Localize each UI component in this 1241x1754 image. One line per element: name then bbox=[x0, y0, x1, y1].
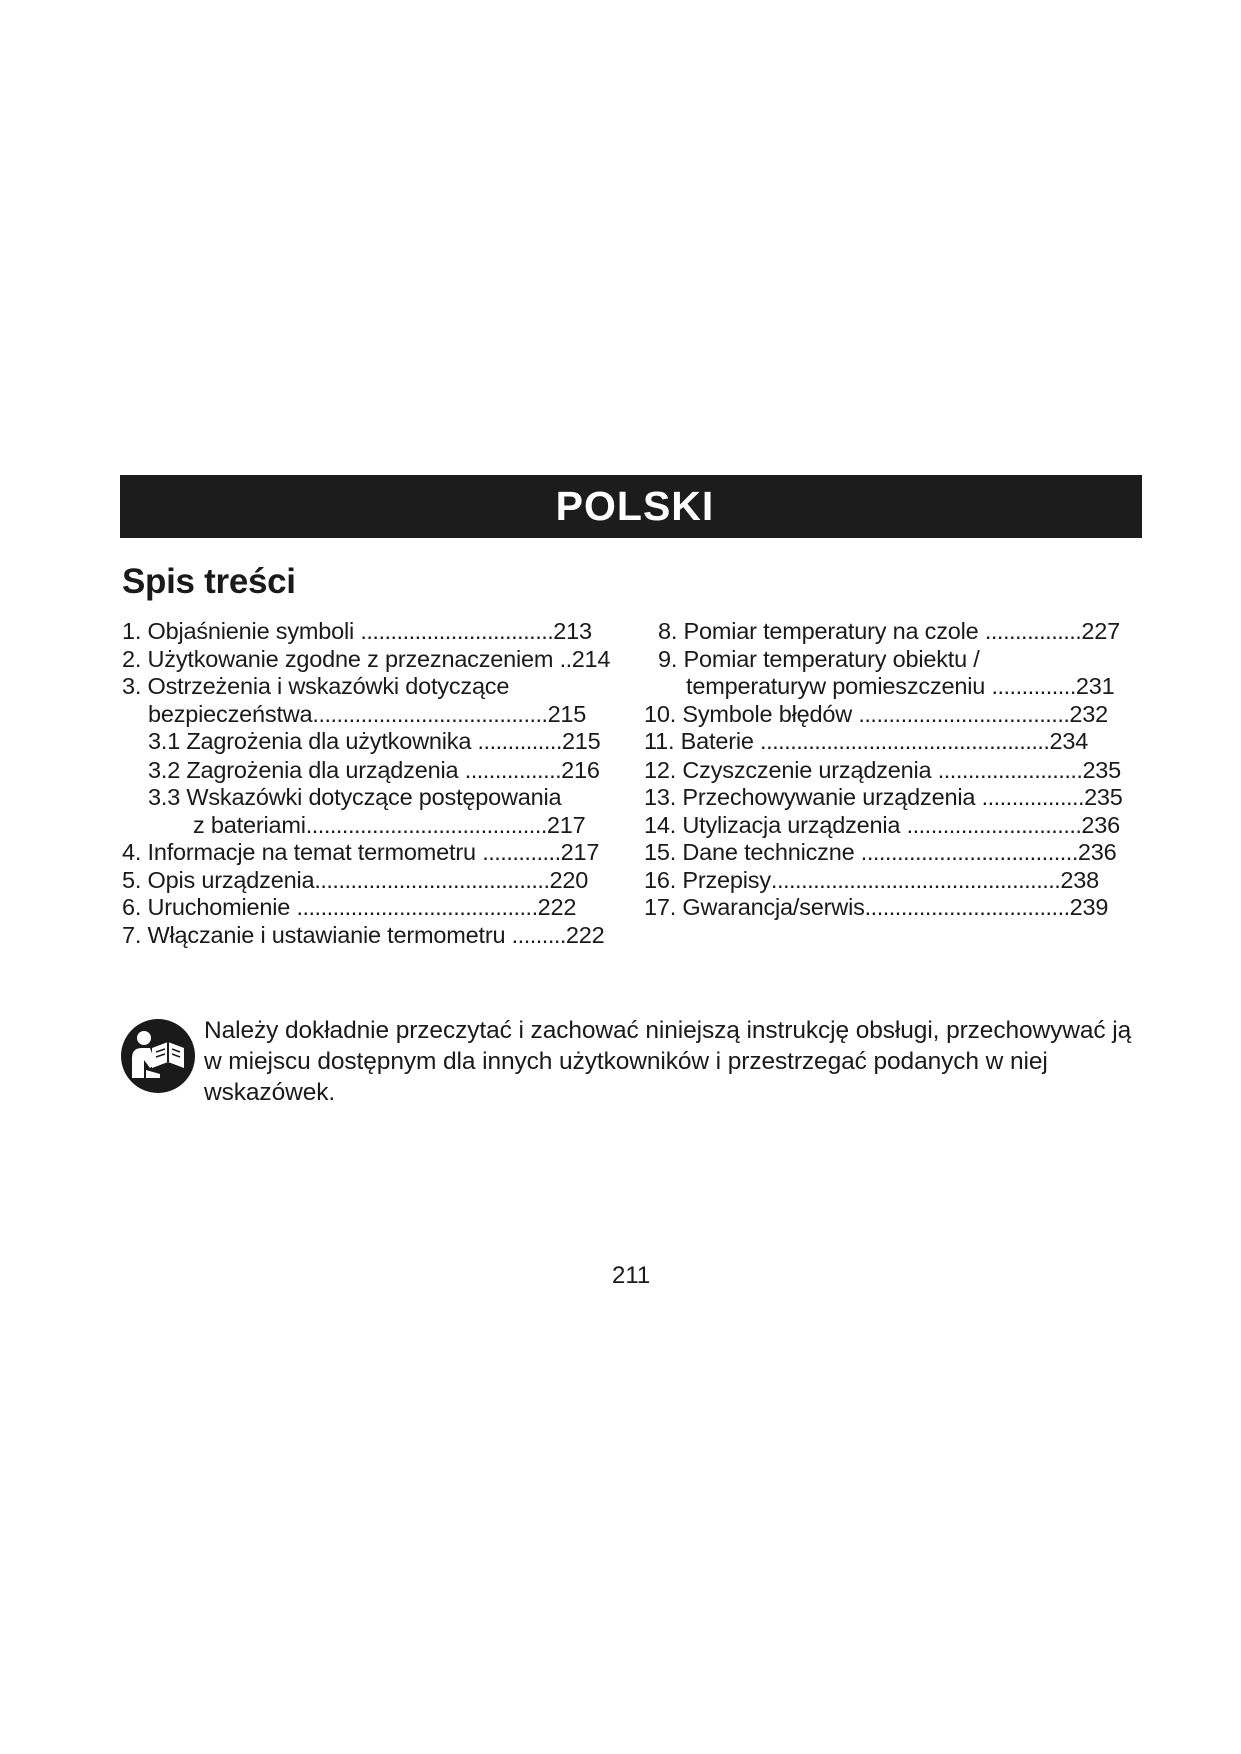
toc-leader-dots: ................ bbox=[984, 618, 1082, 644]
toc-entry[interactable] bbox=[148, 700, 586, 728]
toc-leader-dots: ........................ bbox=[937, 757, 1083, 783]
toc-leader-dots: ................................................ bbox=[760, 728, 1050, 754]
toc-entry-label: 7. Włączanie i ustawianie termometru bbox=[122, 922, 512, 948]
toc-leader-dots: ................ bbox=[464, 757, 562, 783]
toc-leader-dots: ........................................ bbox=[305, 812, 547, 838]
toc-page-number: 222 bbox=[565, 922, 605, 948]
toc-leader-dots: ................. bbox=[981, 784, 1085, 810]
toc-leader-dots: .................................. bbox=[864, 894, 1070, 920]
toc-entry-label: 8. Pomiar temperatury na czole bbox=[658, 618, 985, 644]
read-manual-icon bbox=[120, 1018, 196, 1094]
toc-page-number: 216 bbox=[561, 757, 600, 783]
toc-entry[interactable] bbox=[193, 811, 586, 839]
toc-entry-label: 10. Symbole błędów bbox=[644, 701, 859, 727]
toc-entry-label: 13. Przechowywanie urządzenia bbox=[644, 784, 982, 810]
toc-page-number: 215 bbox=[547, 701, 587, 727]
toc-page-number: 220 bbox=[549, 867, 589, 893]
toc-leader-dots: .................................... bbox=[860, 839, 1078, 865]
toc-entry[interactable] bbox=[658, 617, 1120, 645]
toc-page-number: 213 bbox=[553, 618, 592, 644]
toc-entry[interactable] bbox=[122, 838, 599, 866]
toc-entry-label: 3.3 Wskazówki dotyczące postępowania bbox=[148, 784, 562, 810]
toc-page-number: 231 bbox=[1075, 673, 1115, 699]
toc-entry[interactable] bbox=[644, 783, 1123, 811]
toc-entry[interactable] bbox=[644, 756, 1121, 784]
toc-entry[interactable] bbox=[122, 866, 588, 894]
toc-page-number: 222 bbox=[537, 894, 577, 920]
toc-entry[interactable] bbox=[122, 893, 576, 921]
toc-leader-dots: ............. bbox=[482, 839, 561, 865]
toc-leader-dots: ....................................... bbox=[312, 701, 548, 727]
toc-entry-label: 15. Dane techniczne bbox=[644, 839, 861, 865]
toc-page-number: 236 bbox=[1081, 812, 1121, 838]
toc-page-number: 235 bbox=[1084, 784, 1123, 810]
toc-page-number: 214 bbox=[571, 646, 611, 672]
toc-entry-label: 17. Gwarancja/serwis bbox=[644, 894, 865, 920]
toc-entry-label: z bateriami bbox=[193, 812, 306, 838]
toc-entry-label: 12. Czyszczenie urządzenia bbox=[644, 757, 938, 783]
toc-page-number: 217 bbox=[546, 812, 586, 838]
toc-page-number: 217 bbox=[560, 839, 600, 865]
toc-page-number: 236 bbox=[1077, 839, 1117, 865]
toc-leader-dots: .. bbox=[559, 646, 572, 672]
toc-leader-dots: .............. bbox=[477, 728, 562, 754]
section-banner bbox=[120, 475, 1142, 538]
toc-page-number: 227 bbox=[1081, 618, 1120, 644]
toc-entry-label: 3.1 Zagrożenia dla użytkownika bbox=[148, 728, 478, 754]
toc-entry[interactable] bbox=[122, 921, 605, 949]
toc-heading: Spis treści bbox=[122, 562, 296, 601]
toc-page-number: 215 bbox=[561, 728, 601, 754]
toc-entry[interactable] bbox=[644, 866, 1099, 894]
toc-entry-label: bezpieczeństwa bbox=[148, 701, 313, 727]
toc-entry[interactable] bbox=[644, 727, 1088, 755]
toc-entry[interactable] bbox=[658, 645, 980, 673]
toc-entry[interactable] bbox=[644, 838, 1116, 866]
toc-leader-dots: ................................................ bbox=[770, 867, 1061, 893]
toc-entry-label: 2. Użytkowanie zgodne z przeznaczeniem bbox=[122, 646, 560, 672]
toc-leader-dots: ............................. bbox=[906, 812, 1082, 838]
toc-entry[interactable] bbox=[148, 783, 561, 811]
toc-leader-dots: ................................... bbox=[858, 701, 1070, 727]
toc-entry[interactable] bbox=[148, 756, 600, 784]
toc-page-number: 234 bbox=[1049, 728, 1089, 754]
toc-entry[interactable] bbox=[644, 811, 1120, 839]
toc-entry[interactable] bbox=[148, 727, 601, 755]
toc-entry-label: 3. Ostrzeżenia i wskazówki dotyczące bbox=[122, 673, 510, 699]
toc-page-number: 235 bbox=[1082, 757, 1122, 783]
toc-entry[interactable] bbox=[644, 700, 1108, 728]
toc-entry-label: 5. Opis urządzenia bbox=[122, 867, 315, 893]
toc-entry-label: 1. Objaśnienie symboli bbox=[122, 618, 361, 644]
toc-entry[interactable] bbox=[122, 617, 592, 645]
toc-leader-dots: ........................................ bbox=[296, 894, 538, 920]
toc-page-number: 239 bbox=[1069, 894, 1109, 920]
toc-leader-dots: ......... bbox=[511, 922, 566, 948]
safety-notice: Należy dokładnie przeczytać i zachować niniejszą instrukcję obsługi, przechowywać ją w miejscu dostępnym dla innych użytkowników i przestrzegać podanych w niej wskazówek. bbox=[204, 1017, 1132, 1106]
toc-leader-dots: ................................ bbox=[360, 618, 554, 644]
toc-entry[interactable] bbox=[686, 672, 1114, 700]
toc-page-number: 238 bbox=[1060, 867, 1099, 893]
toc-entry-label: 14. Utylizacja urządzenia bbox=[644, 812, 907, 838]
toc-page-number: 232 bbox=[1069, 701, 1108, 727]
toc-entry-label: 16. Przepisy bbox=[644, 867, 771, 893]
toc-entry-label: 4. Informacje na temat termometru bbox=[122, 839, 483, 865]
section-title: POLSKI bbox=[555, 483, 715, 529]
toc-entry-label: temperaturyw pomieszczeniu bbox=[686, 673, 992, 699]
toc-entry-label: 9. Pomiar temperatury obiektu / bbox=[658, 646, 980, 672]
page-number: 211 bbox=[612, 1262, 651, 1289]
toc-entry[interactable] bbox=[122, 645, 610, 673]
toc-entry[interactable] bbox=[644, 893, 1108, 921]
toc-leader-dots: .............. bbox=[991, 673, 1076, 699]
toc-entry-label: 11. Baterie bbox=[644, 728, 761, 754]
toc-entry-label: 6. Uruchomienie bbox=[122, 894, 297, 920]
toc-entry[interactable] bbox=[122, 672, 509, 700]
toc-entry-label: 3.2 Zagrożenia dla urządzenia bbox=[148, 757, 465, 783]
toc-leader-dots: ....................................... bbox=[314, 867, 550, 893]
